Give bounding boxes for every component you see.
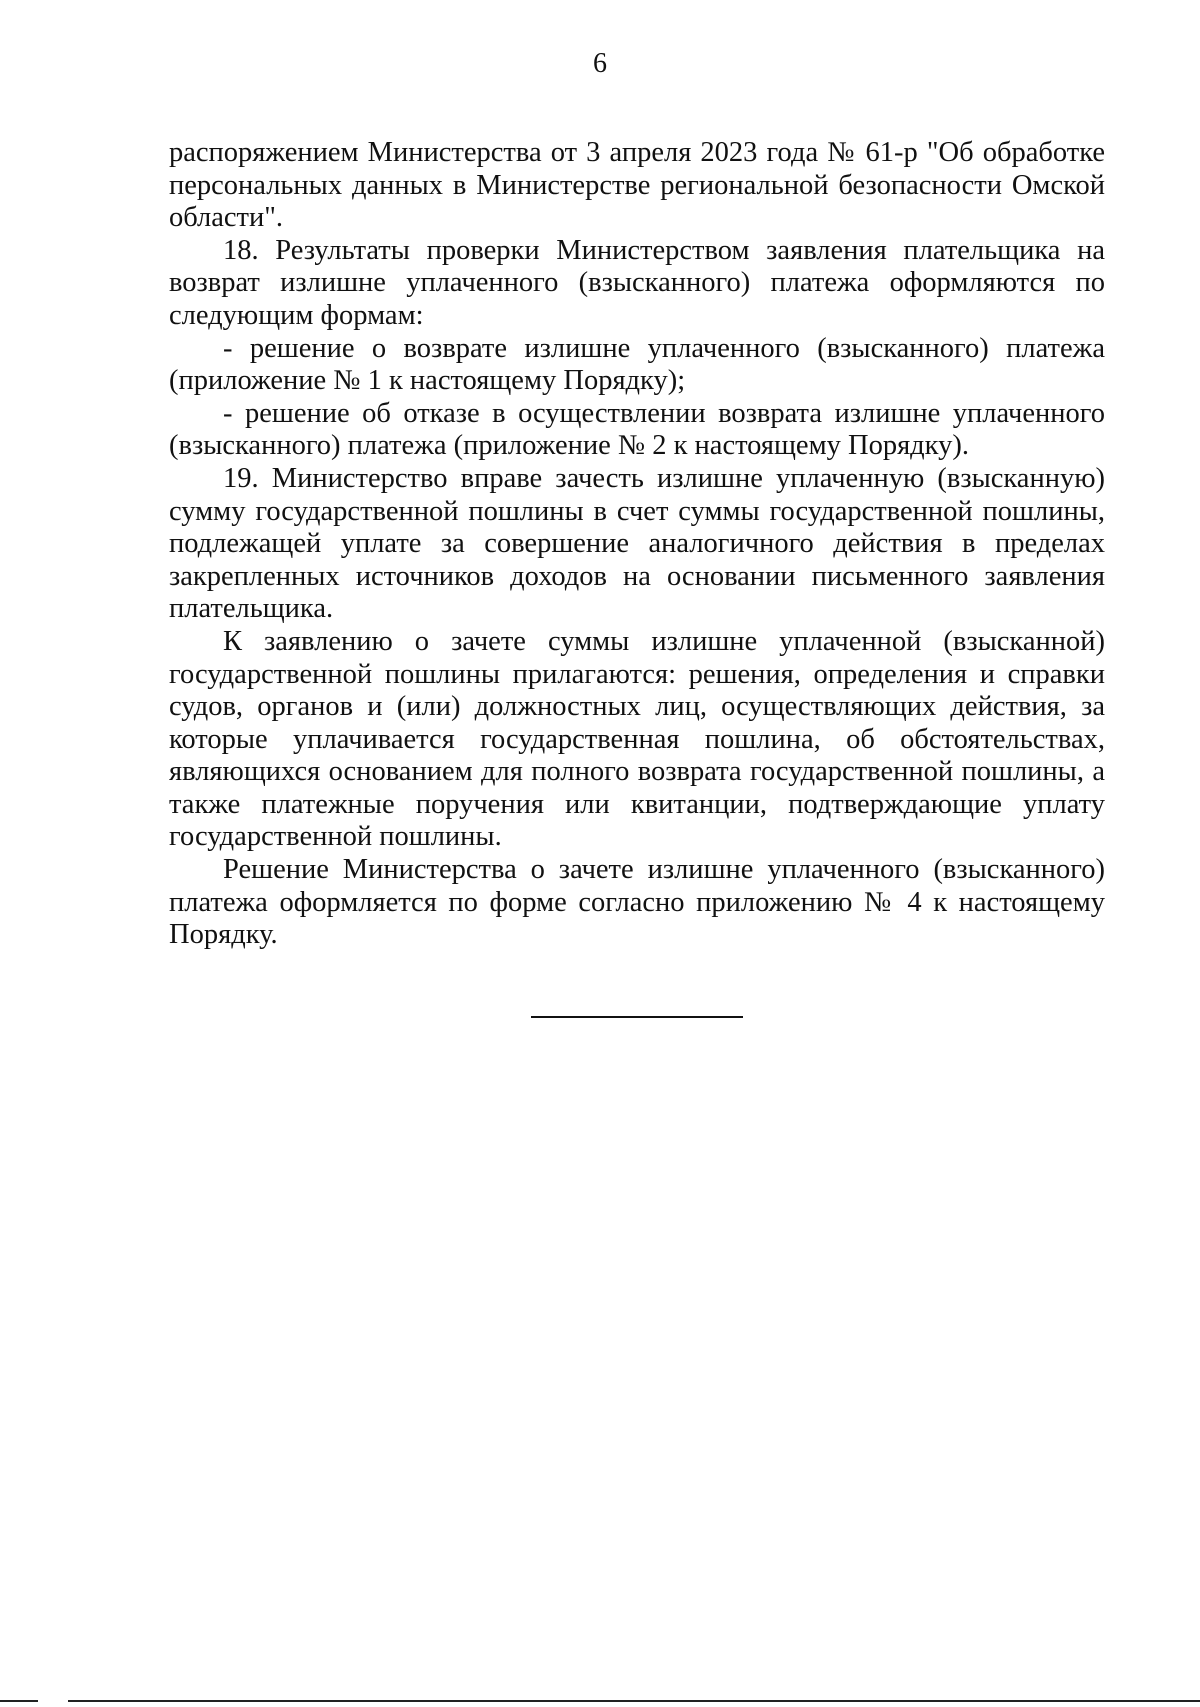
paragraph-18: 18. Результаты проверки Министерством заявления плательщика на возврат излишне уплаченного (взысканного) платежа оформляются по следующим формам: (169, 234, 1105, 331)
page-number: 6 (593, 48, 607, 79)
scan-edge-gap (38, 1698, 68, 1704)
paragraph-19: 19. Министерство вправе зачесть излишне уплаченную (взысканную) сумму государственной пошлины в счет суммы государственной пошлины, подлежащей уплате за совершение аналогичного действия в пределах закрепленных источников доходов на основании письменного заявления плательщика. (169, 462, 1105, 625)
paragraph-18-item-1: - решение о возврате излишне уплаченного (взысканного) платежа (приложение № 1 к настоящему Порядку); (169, 332, 1105, 397)
paragraph-19-decision: Решение Министерства о зачете излишне уплаченного (взысканного) платежа оформляется по форме согласно приложению № 4 к настоящему Порядку. (169, 854, 1105, 951)
end-of-text-rule (531, 1016, 743, 1018)
scan-bottom-edge (0, 1700, 1200, 1702)
paragraph-19-attachments: К заявлению о зачете суммы излишне уплаченной (взысканной) государственной пошлины прилагаются: решения, определения и справки судов, органов и (или) должностных лиц, осуществляющих действия, за которые уплачивается государственная пошлина, об обстоятельствах, являющихся основанием для полного возврата государственной пошлины, а также платежные поручения или квитанции, подтверждающие уплату государственной пошлины. (169, 625, 1105, 853)
paragraph-18-item-2: - решение об отказе в осуществлении возврата излишне уплаченного (взысканного) платежа (приложение № 2 к настоящему Порядку). (169, 397, 1105, 462)
document-body (169, 137, 1105, 952)
paragraph-continuation: распоряжением Министерства от 3 апреля 2023 года № 61-р "Об обработке персональных данных в Министерстве региональной безопасности Омской области". (169, 137, 1105, 234)
